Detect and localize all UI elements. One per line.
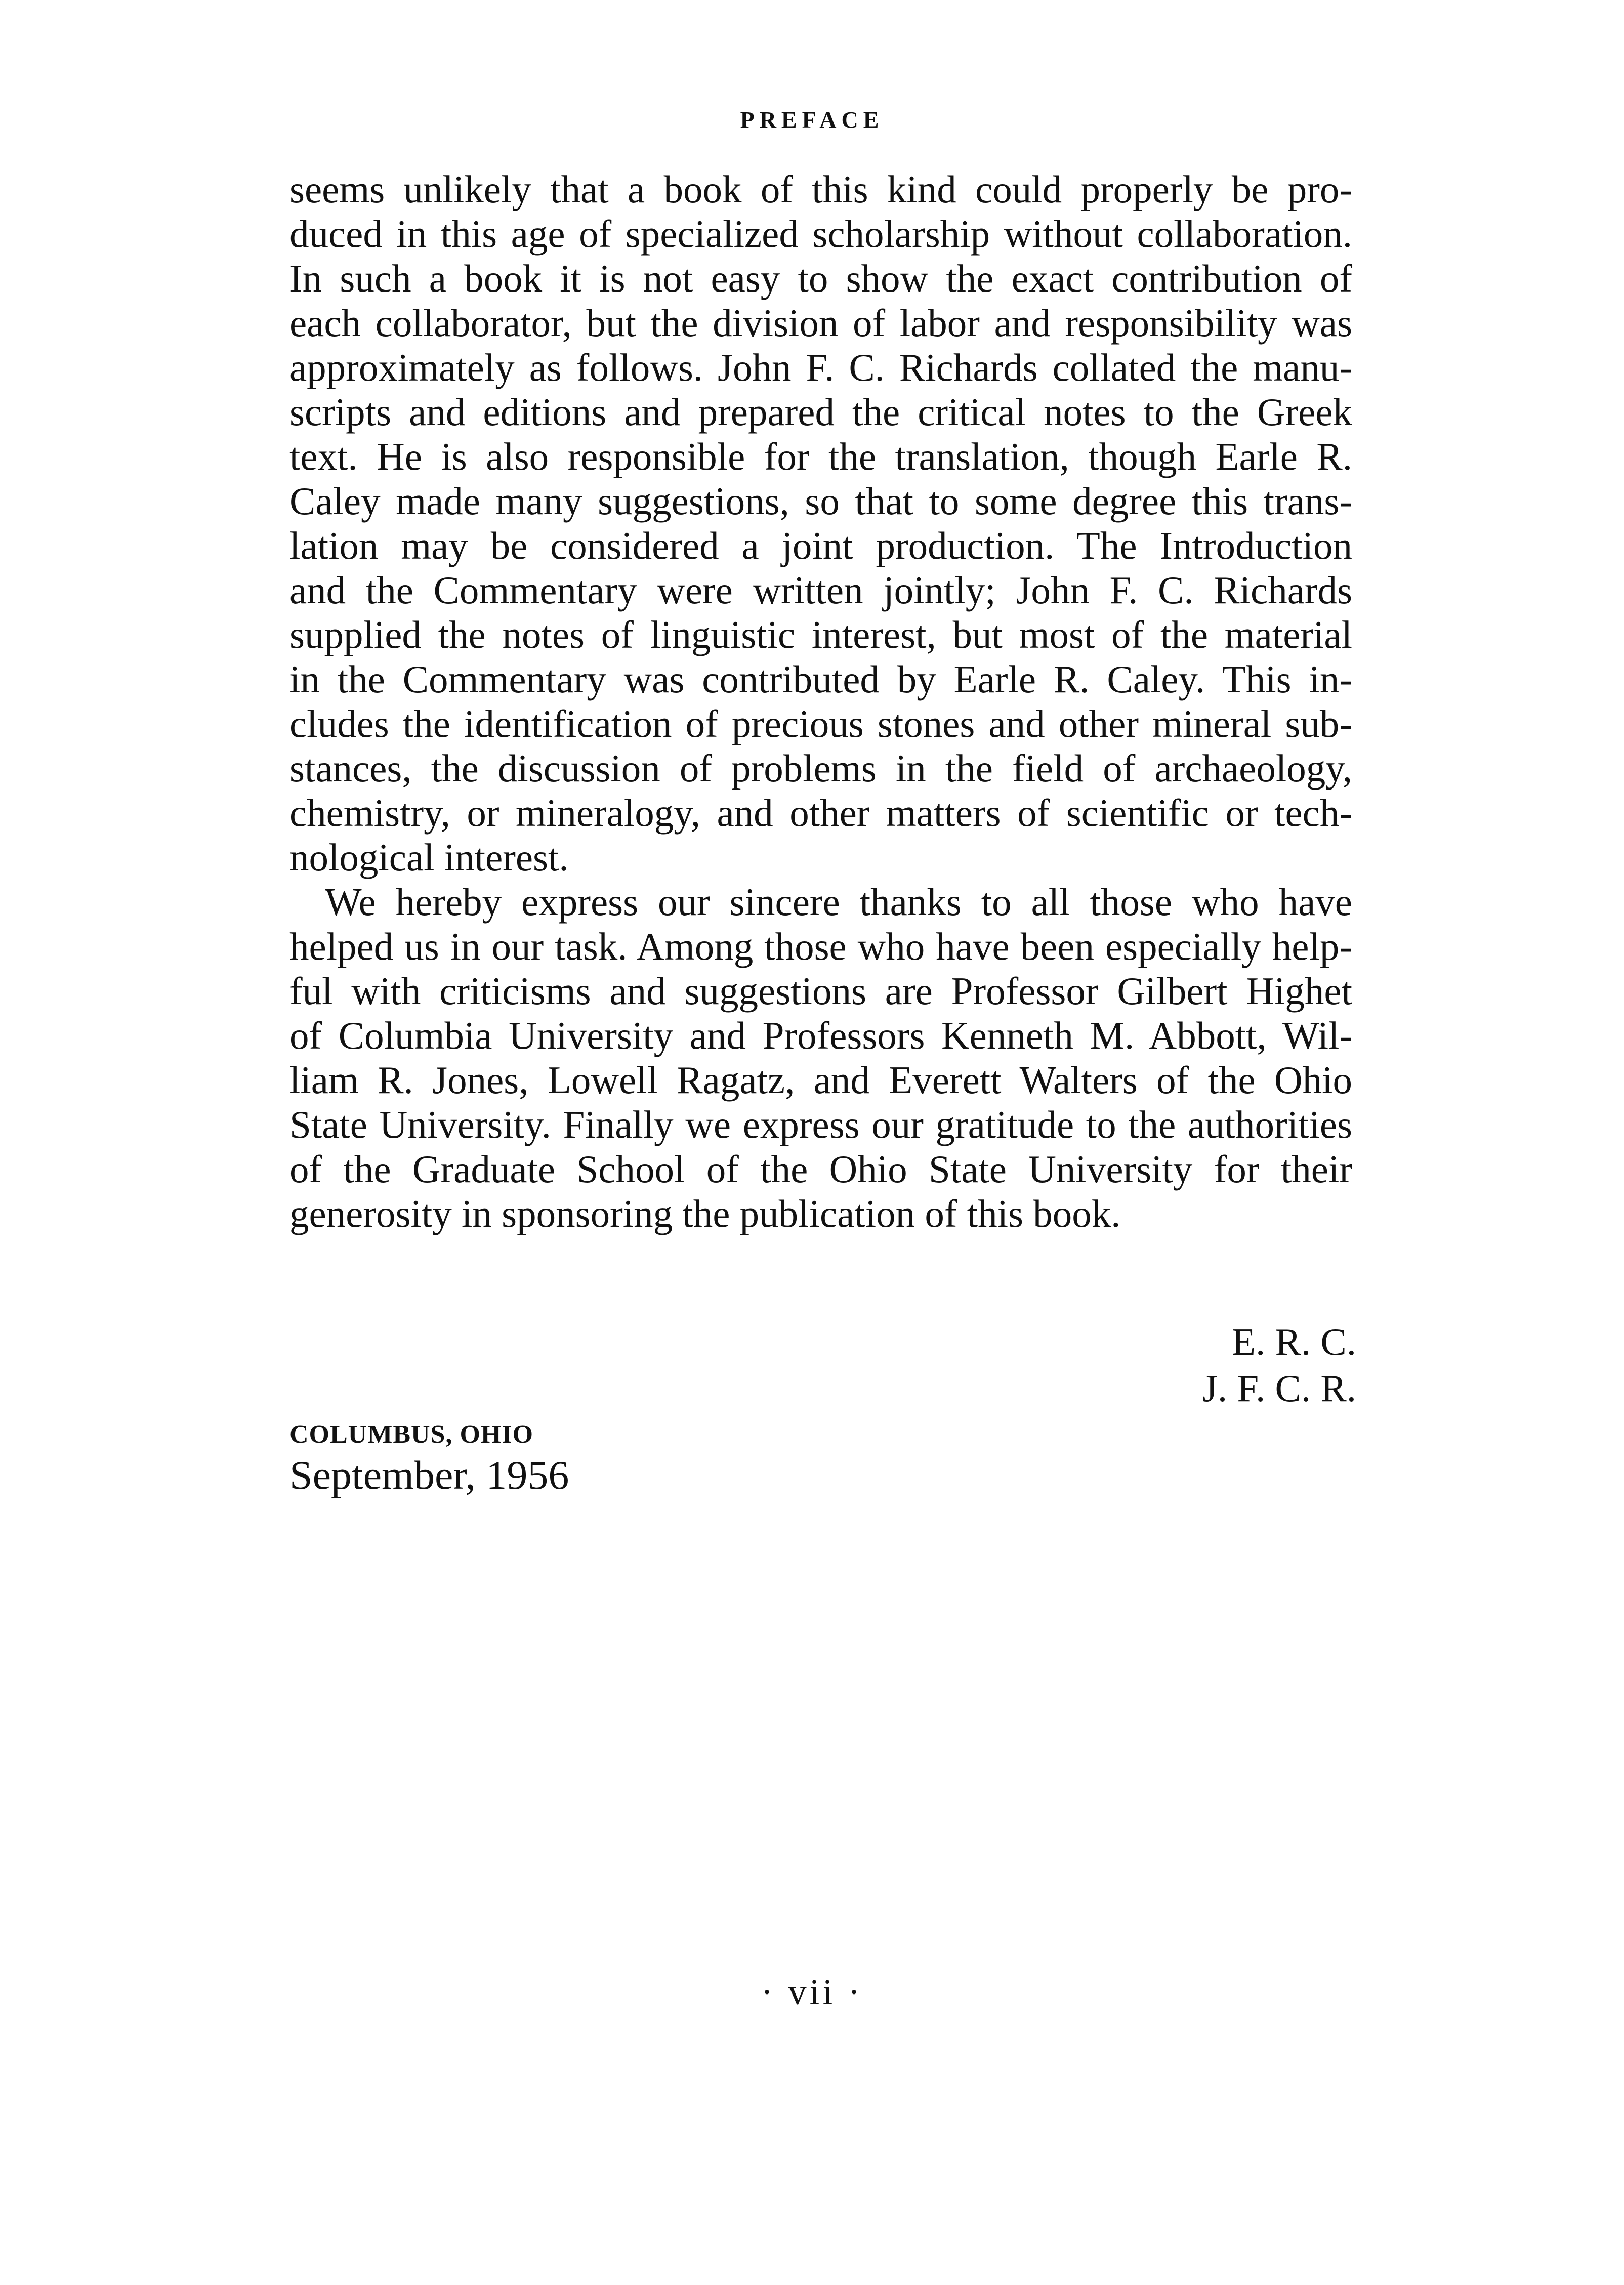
body-text xyxy=(289,167,1352,1236)
initials-line-2: J. F. C. R. xyxy=(1202,1366,1356,1410)
date-line: September, 1956 xyxy=(289,1452,569,1498)
text-line: ful with criticisms and suggestions are Professor Gilbert Highet xyxy=(289,969,1352,1013)
text-line: liam R. Jones, Lowell Ragatz, and Everett Walters of the Ohio xyxy=(289,1058,1352,1102)
paragraph-2 xyxy=(289,880,1352,1236)
page-number: · vii · xyxy=(761,1972,863,2012)
text-line: each collaborator, but the division of labor and responsibility was xyxy=(289,301,1352,345)
place-line: COLUMBUS, OHIO xyxy=(289,1420,534,1449)
text-line: of Columbia University and Professors Kenneth M. Abbott, Wil- xyxy=(289,1014,1352,1057)
text-line: State University. Finally we express our gratitude to the authorities xyxy=(289,1103,1352,1146)
text-line: seems unlikely that a book of this kind could properly be pro- xyxy=(289,168,1352,211)
text-line: and the Commentary were written jointly; John F. C. Richards xyxy=(289,568,1352,612)
text-line: helped us in our task. Among those who have been especially help- xyxy=(289,925,1352,968)
text-line: approximately as follows. John F. C. Richards collated the manu- xyxy=(289,346,1352,389)
text-line: We hereby express our sincere thanks to all those who have xyxy=(325,880,1352,924)
text-line: generosity in sponsoring the publication of this book. xyxy=(289,1192,1121,1235)
text-line: In such a book it is not easy to show the exact contribution of xyxy=(289,257,1352,300)
text-line: cludes the identification of precious stones and other mineral sub- xyxy=(289,702,1352,745)
text-line: nological interest. xyxy=(289,836,569,879)
text-line: stances, the discussion of problems in the field of archaeology, xyxy=(289,746,1352,790)
text-line: in the Commentary was contributed by Earle R. Caley. This in- xyxy=(289,657,1352,701)
text-line: lation may be considered a joint production. The Introduction xyxy=(289,524,1352,567)
paragraph-1 xyxy=(289,167,1352,880)
text-line: text. He is also responsible for the translation, though Earle R. xyxy=(289,435,1352,478)
text-line: scripts and editions and prepared the critical notes to the Greek xyxy=(289,390,1352,434)
initials-line-1: E. R. C. xyxy=(1231,1320,1356,1363)
text-line: Caley made many suggestions, so that to some degree this trans- xyxy=(289,479,1352,523)
running-head: PREFACE xyxy=(740,107,884,133)
text-line: supplied the notes of linguistic interest, but most of the material xyxy=(289,613,1352,656)
author-initials xyxy=(1113,1318,1356,1411)
text-line: duced in this age of specialized scholarship without collaboration. xyxy=(289,212,1352,256)
text-line: of the Graduate School of the Ohio State University for their xyxy=(289,1147,1352,1191)
text-line: chemistry, or mineralogy, and other matters of scientific or tech- xyxy=(289,791,1352,835)
